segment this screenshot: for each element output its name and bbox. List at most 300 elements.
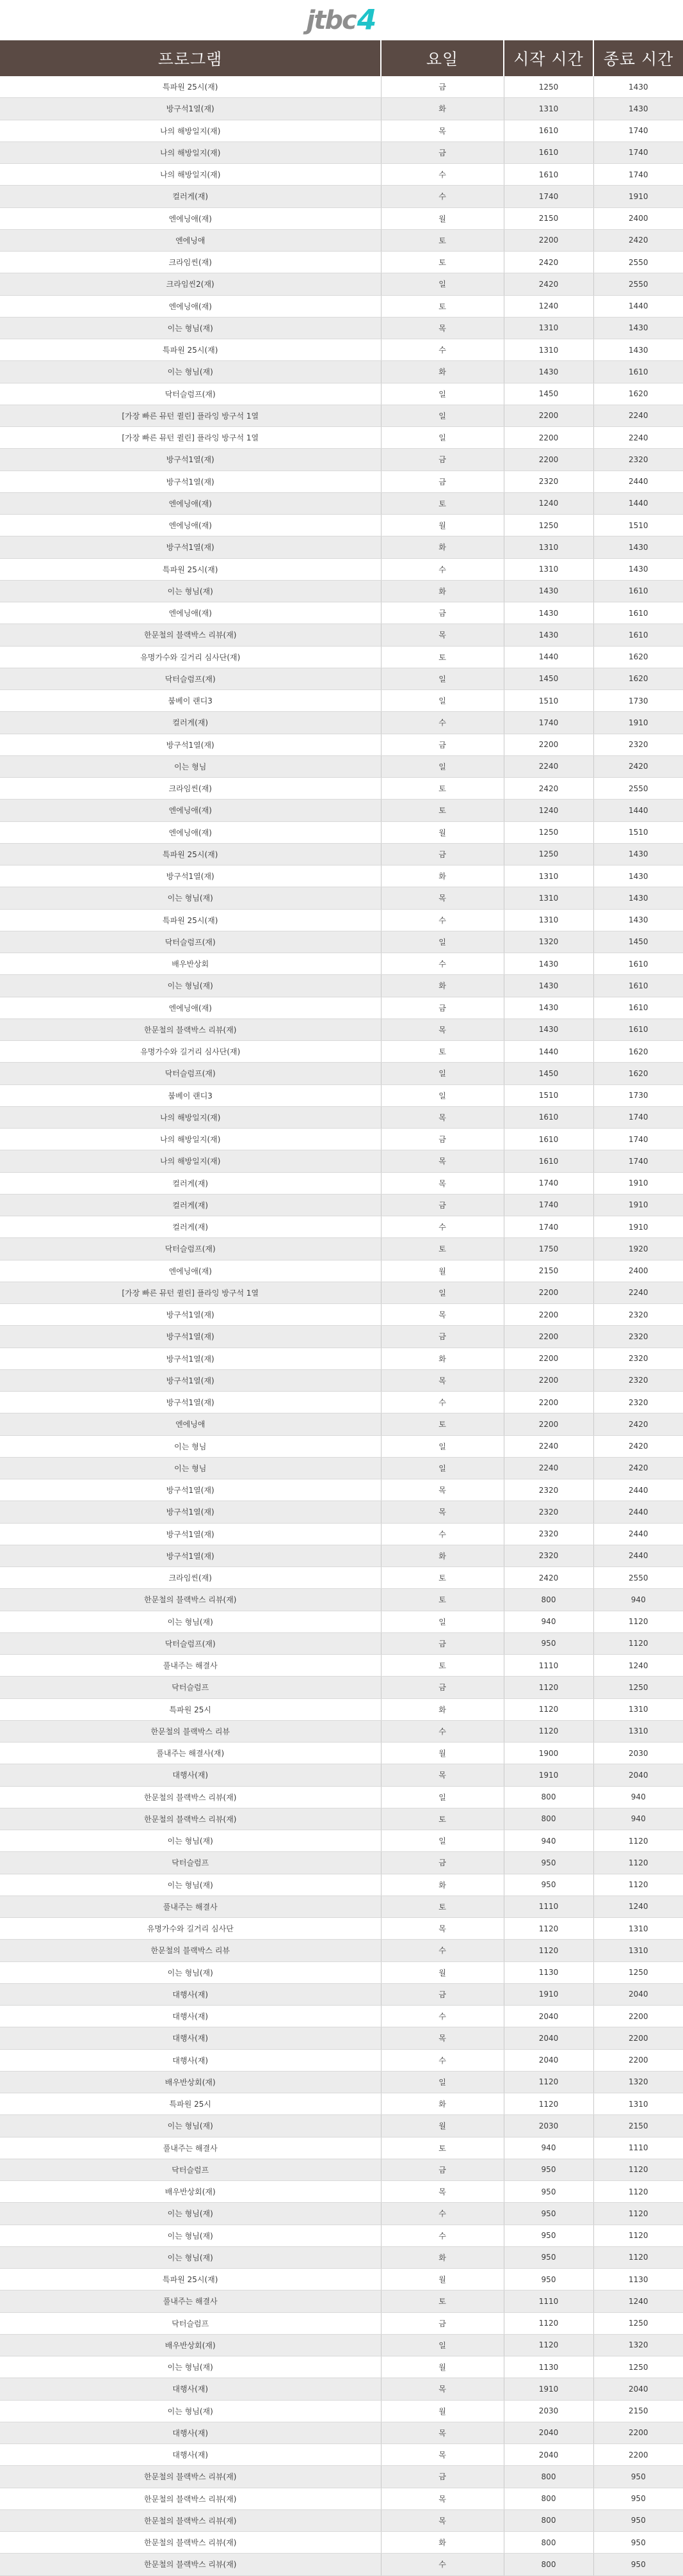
- table-row: [0, 1786, 683, 1808]
- day-cell: 수: [381, 339, 504, 361]
- table-row: [0, 1567, 683, 1589]
- end-time-cell: 2440: [593, 1523, 683, 1545]
- program-cell: 크라임씬(재): [0, 252, 381, 273]
- table-row: [0, 2378, 683, 2400]
- day-cell: 수: [381, 2225, 504, 2246]
- end-time-cell: 1740: [593, 141, 683, 163]
- table-row: [0, 1479, 683, 1501]
- start-time-cell: 1740: [504, 1216, 593, 1238]
- table-row: [0, 207, 683, 229]
- day-cell: 목: [381, 1150, 504, 1172]
- table-row: [0, 120, 683, 141]
- end-time-cell: 1430: [593, 339, 683, 361]
- start-time-cell: 1430: [504, 975, 593, 997]
- day-cell: 일: [381, 1830, 504, 1852]
- day-cell: 토: [381, 1808, 504, 1830]
- end-time-cell: 1130: [593, 2269, 683, 2290]
- end-time-cell: 1310: [593, 1918, 683, 1940]
- program-cell: 풀내주는 해결사: [0, 2137, 381, 2159]
- table-row: [0, 1129, 683, 1150]
- day-cell: 목: [381, 624, 504, 646]
- table-row: [0, 449, 683, 471]
- end-time-cell: 950: [593, 2509, 683, 2531]
- program-cell: 특파원 25시(재): [0, 558, 381, 580]
- start-time-cell: 1120: [504, 2071, 593, 2093]
- end-time-cell: 1740: [593, 120, 683, 141]
- table-row: [0, 229, 683, 251]
- start-time-cell: 1610: [504, 1150, 593, 1172]
- table-row: [0, 843, 683, 865]
- day-cell: 수: [381, 1523, 504, 1545]
- day-cell: 목: [381, 2488, 504, 2509]
- table-row: [0, 2225, 683, 2246]
- end-time-cell: 1120: [593, 2225, 683, 2246]
- end-time-cell: 2440: [593, 1501, 683, 1523]
- program-cell: 닥터슬럼프: [0, 2159, 381, 2180]
- end-time-cell: 2440: [593, 471, 683, 492]
- table-row: [0, 2006, 683, 2027]
- start-time-cell: 2040: [504, 2027, 593, 2049]
- program-cell: 이는 형님(재): [0, 580, 381, 602]
- program-cell: 풀내주는 해결사(재): [0, 1743, 381, 1764]
- program-cell: 한문철의 블랙박스 리뷰(재): [0, 1018, 381, 1040]
- start-time-cell: 2040: [504, 2006, 593, 2027]
- day-cell: 수: [381, 953, 504, 975]
- program-cell: 유명가수와 길거리 심사단(재): [0, 1041, 381, 1063]
- start-time-cell: 1610: [504, 1129, 593, 1150]
- table-row: [0, 471, 683, 492]
- table-row: [0, 953, 683, 975]
- program-cell: 이는 형님(재): [0, 887, 381, 909]
- program-cell: 엔에닝애(재): [0, 602, 381, 624]
- start-time-cell: 1450: [504, 668, 593, 689]
- table-row: [0, 1830, 683, 1852]
- program-cell: 닥터슬럼프(재): [0, 1063, 381, 1084]
- table-row: [0, 887, 683, 909]
- table-header-row: [0, 40, 683, 76]
- table-row: [0, 1501, 683, 1523]
- day-cell: 목: [381, 317, 504, 339]
- day-cell: 목: [381, 1764, 504, 1786]
- day-cell: 목: [381, 2181, 504, 2203]
- table-row: [0, 865, 683, 887]
- program-cell: 특파원 25시(재): [0, 843, 381, 865]
- program-cell: 이는 형님(재): [0, 2203, 381, 2225]
- start-time-cell: 940: [504, 1611, 593, 1632]
- table-row: [0, 383, 683, 405]
- program-cell: [가장 빠른 뮤턴 퀼린] 플라잉 방구석 1열: [0, 405, 381, 426]
- end-time-cell: 1910: [593, 1172, 683, 1194]
- table-row: [0, 2554, 683, 2575]
- program-cell: 엔에닝애(재): [0, 997, 381, 1018]
- program-cell: 나의 해방일지(재): [0, 1150, 381, 1172]
- day-cell: 토: [381, 1238, 504, 1260]
- day-cell: 일: [381, 1457, 504, 1479]
- day-cell: 토: [381, 2290, 504, 2312]
- start-time-cell: 2420: [504, 1567, 593, 1589]
- day-cell: 월: [381, 515, 504, 536]
- table-row: [0, 295, 683, 317]
- end-time-cell: 1310: [593, 1698, 683, 1720]
- day-cell: 일: [381, 1435, 504, 1457]
- start-time-cell: 1440: [504, 646, 593, 668]
- program-cell: 풀내주는 해결사: [0, 2290, 381, 2312]
- table-row: [0, 2400, 683, 2422]
- end-time-cell: 1430: [593, 98, 683, 120]
- start-time-cell: 1310: [504, 558, 593, 580]
- end-time-cell: 1740: [593, 1150, 683, 1172]
- start-time-cell: 1130: [504, 2356, 593, 2378]
- program-cell: 한문철의 블랙박스 리뷰(재): [0, 2509, 381, 2531]
- day-cell: 화: [381, 98, 504, 120]
- program-cell: 대행사(재): [0, 2378, 381, 2400]
- end-time-cell: 1430: [593, 909, 683, 931]
- program-cell: 한문철의 블랙박스 리뷰: [0, 1940, 381, 1961]
- start-time-cell: 1240: [504, 492, 593, 514]
- table-row: [0, 558, 683, 580]
- start-time-cell: 1310: [504, 339, 593, 361]
- day-cell: 금: [381, 1326, 504, 1348]
- table-row: [0, 1961, 683, 1983]
- table-row: [0, 1392, 683, 1413]
- start-time-cell: 2240: [504, 1435, 593, 1457]
- day-cell: 화: [381, 975, 504, 997]
- start-time-cell: 1250: [504, 515, 593, 536]
- start-time-cell: 1610: [504, 120, 593, 141]
- table-row: [0, 2093, 683, 2115]
- table-row: [0, 1698, 683, 1720]
- start-time-cell: 2030: [504, 2115, 593, 2137]
- table-row: [0, 273, 683, 295]
- day-cell: 토: [381, 800, 504, 821]
- program-cell: 엔에닝애: [0, 229, 381, 251]
- table-row: [0, 252, 683, 273]
- end-time-cell: 1250: [593, 2356, 683, 2378]
- start-time-cell: 1320: [504, 931, 593, 953]
- table-row: [0, 164, 683, 186]
- program-cell: 붐베이 랜디3: [0, 690, 381, 712]
- table-row: [0, 602, 683, 624]
- day-cell: 토: [381, 295, 504, 317]
- end-time-cell: 1510: [593, 515, 683, 536]
- end-time-cell: 1610: [593, 997, 683, 1018]
- program-cell: 방구석1열(재): [0, 1304, 381, 1326]
- start-time-cell: 800: [504, 2466, 593, 2488]
- start-time-cell: 950: [504, 2181, 593, 2203]
- program-cell: 나의 해방일지(재): [0, 120, 381, 141]
- end-time-cell: 2040: [593, 1983, 683, 2005]
- day-cell: 금: [381, 2312, 504, 2334]
- program-cell: 엔에닝애(재): [0, 821, 381, 843]
- day-cell: 금: [381, 2466, 504, 2488]
- day-cell: 토: [381, 1567, 504, 1589]
- program-cell: 특파원 25시(재): [0, 339, 381, 361]
- day-cell: 토: [381, 1413, 504, 1435]
- table-row: [0, 1194, 683, 1216]
- end-time-cell: 2240: [593, 405, 683, 426]
- day-cell: 수: [381, 909, 504, 931]
- start-time-cell: 1740: [504, 1172, 593, 1194]
- table-row: [0, 2049, 683, 2071]
- program-cell: 닥터슬럼프: [0, 1852, 381, 1874]
- end-time-cell: 1310: [593, 1940, 683, 1961]
- table-row: [0, 1852, 683, 1874]
- day-cell: 토: [381, 492, 504, 514]
- end-time-cell: 2420: [593, 229, 683, 251]
- start-time-cell: 940: [504, 1830, 593, 1852]
- schedule-table: [0, 40, 683, 2576]
- day-cell: 일: [381, 1611, 504, 1632]
- day-cell: 월: [381, 1961, 504, 1983]
- table-row: [0, 909, 683, 931]
- table-row: [0, 1435, 683, 1457]
- start-time-cell: 2200: [504, 1326, 593, 1348]
- program-cell: 이는 형님: [0, 1457, 381, 1479]
- start-time-cell: 1240: [504, 800, 593, 821]
- day-cell: 토: [381, 252, 504, 273]
- table-row: [0, 405, 683, 426]
- end-time-cell: 1440: [593, 295, 683, 317]
- start-time-cell: 950: [504, 1632, 593, 1654]
- start-time-cell: 1110: [504, 1655, 593, 1677]
- table-row: [0, 1457, 683, 1479]
- end-time-cell: 950: [593, 2554, 683, 2575]
- end-time-cell: 1740: [593, 164, 683, 186]
- program-cell: 풀내주는 해결사: [0, 1896, 381, 1917]
- end-time-cell: 1440: [593, 492, 683, 514]
- program-cell: 방구석1열(재): [0, 1545, 381, 1566]
- day-cell: 월: [381, 2115, 504, 2137]
- start-time-cell: 1910: [504, 1764, 593, 1786]
- start-time-cell: 1610: [504, 164, 593, 186]
- day-cell: 화: [381, 1348, 504, 1369]
- program-cell: 이는 형님(재): [0, 2246, 381, 2268]
- end-time-cell: 1310: [593, 2093, 683, 2115]
- table-row: [0, 1589, 683, 1611]
- day-cell: 수: [381, 1720, 504, 1742]
- program-cell: 방구석1열(재): [0, 1479, 381, 1501]
- end-time-cell: 1620: [593, 646, 683, 668]
- end-time-cell: 1430: [593, 536, 683, 558]
- end-time-cell: 1610: [593, 975, 683, 997]
- start-time-cell: 1120: [504, 2312, 593, 2334]
- day-cell: 금: [381, 602, 504, 624]
- program-cell: 엔에닝애(재): [0, 295, 381, 317]
- end-time-cell: 1240: [593, 1655, 683, 1677]
- column-header-program: 프로그램: [0, 40, 381, 76]
- table-row: [0, 141, 683, 163]
- day-cell: 목: [381, 2422, 504, 2443]
- end-time-cell: 1120: [593, 2203, 683, 2225]
- day-cell: 수: [381, 1392, 504, 1413]
- day-cell: 화: [381, 2093, 504, 2115]
- program-cell: 나의 해방일지(재): [0, 141, 381, 163]
- program-cell: 한문철의 블랙박스 리뷰(재): [0, 1808, 381, 1830]
- column-header-day: 요일: [381, 40, 504, 76]
- day-cell: 일: [381, 668, 504, 689]
- day-cell: 목: [381, 1501, 504, 1523]
- start-time-cell: 1430: [504, 997, 593, 1018]
- day-cell: 수: [381, 2006, 504, 2027]
- day-cell: 목: [381, 2027, 504, 2049]
- day-cell: 월: [381, 2356, 504, 2378]
- end-time-cell: 2550: [593, 273, 683, 295]
- table-row: [0, 1326, 683, 1348]
- program-cell: 방구석1열(재): [0, 1348, 381, 1369]
- start-time-cell: 1110: [504, 1896, 593, 1917]
- table-row: [0, 1611, 683, 1632]
- program-cell: 한문철의 블랙박스 리뷰(재): [0, 2532, 381, 2554]
- table-row: [0, 1260, 683, 1282]
- table-row: [0, 1918, 683, 1940]
- day-cell: 금: [381, 1129, 504, 1150]
- start-time-cell: 1430: [504, 1018, 593, 1040]
- table-row: [0, 1172, 683, 1194]
- program-cell: 방구석1열(재): [0, 536, 381, 558]
- program-cell: 엔에닝애(재): [0, 1260, 381, 1282]
- end-time-cell: 2400: [593, 1260, 683, 1282]
- day-cell: 일: [381, 2334, 504, 2356]
- end-time-cell: 2320: [593, 734, 683, 755]
- program-cell: 크라임씬(재): [0, 1567, 381, 1589]
- start-time-cell: 950: [504, 1874, 593, 1896]
- end-time-cell: 1450: [593, 931, 683, 953]
- program-cell: [가장 빠른 뮤턴 퀼린] 플라잉 방구석 1열: [0, 1282, 381, 1303]
- day-cell: 일: [381, 931, 504, 953]
- start-time-cell: 1240: [504, 295, 593, 317]
- start-time-cell: 1120: [504, 2093, 593, 2115]
- program-cell: 방구석1열(재): [0, 1501, 381, 1523]
- start-time-cell: 1510: [504, 1084, 593, 1106]
- program-cell: 컬러게(재): [0, 712, 381, 734]
- start-time-cell: 1740: [504, 712, 593, 734]
- table-row: [0, 2290, 683, 2312]
- end-time-cell: 1430: [593, 887, 683, 909]
- column-header-start-time: 시작 시간: [504, 40, 593, 76]
- table-row: [0, 1238, 683, 1260]
- end-time-cell: 1620: [593, 383, 683, 405]
- start-time-cell: 1900: [504, 1743, 593, 1764]
- day-cell: 월: [381, 207, 504, 229]
- day-cell: 목: [381, 1018, 504, 1040]
- table-row: [0, 2488, 683, 2509]
- end-time-cell: 1910: [593, 186, 683, 207]
- day-cell: 수: [381, 2554, 504, 2575]
- end-time-cell: 1510: [593, 821, 683, 843]
- start-time-cell: 1740: [504, 1194, 593, 1216]
- end-time-cell: 2320: [593, 1348, 683, 1369]
- start-time-cell: 2320: [504, 1501, 593, 1523]
- program-cell: 대행사(재): [0, 2049, 381, 2071]
- end-time-cell: 1440: [593, 800, 683, 821]
- end-time-cell: 1430: [593, 865, 683, 887]
- table-row: [0, 339, 683, 361]
- day-cell: 수: [381, 712, 504, 734]
- table-row: [0, 2532, 683, 2554]
- table-row: [0, 1413, 683, 1435]
- day-cell: 화: [381, 536, 504, 558]
- day-cell: 일: [381, 690, 504, 712]
- start-time-cell: 2040: [504, 2422, 593, 2443]
- start-time-cell: 1430: [504, 361, 593, 383]
- day-cell: 토: [381, 1589, 504, 1611]
- end-time-cell: 2440: [593, 1545, 683, 1566]
- program-cell: 특파원 25시(재): [0, 2269, 381, 2290]
- end-time-cell: 1320: [593, 2334, 683, 2356]
- start-time-cell: 2200: [504, 734, 593, 755]
- logo-wordmark: jtbc: [306, 5, 356, 35]
- start-time-cell: 1440: [504, 1041, 593, 1063]
- day-cell: 토: [381, 229, 504, 251]
- program-cell: 엔에닝애(재): [0, 207, 381, 229]
- end-time-cell: 1910: [593, 1216, 683, 1238]
- program-cell: 한문철의 블랙박스 리뷰(재): [0, 2488, 381, 2509]
- day-cell: 목: [381, 120, 504, 141]
- end-time-cell: 2550: [593, 1567, 683, 1589]
- day-cell: 일: [381, 1063, 504, 1084]
- end-time-cell: 1730: [593, 1084, 683, 1106]
- table-row: [0, 427, 683, 449]
- program-cell: 이는 형님(재): [0, 2115, 381, 2137]
- end-time-cell: 2320: [593, 1304, 683, 1326]
- table-row: [0, 2466, 683, 2488]
- start-time-cell: 940: [504, 2137, 593, 2159]
- end-time-cell: 2200: [593, 2422, 683, 2443]
- start-time-cell: 1910: [504, 1983, 593, 2005]
- table-row: [0, 2071, 683, 2093]
- day-cell: 일: [381, 2071, 504, 2093]
- day-cell: 목: [381, 1172, 504, 1194]
- start-time-cell: 2240: [504, 755, 593, 777]
- day-cell: 토: [381, 2137, 504, 2159]
- end-time-cell: 2040: [593, 1764, 683, 1786]
- day-cell: 금: [381, 1983, 504, 2005]
- day-cell: 화: [381, 580, 504, 602]
- table-row: [0, 2203, 683, 2225]
- table-row: [0, 624, 683, 646]
- program-cell: 붐베이 랜디3: [0, 1084, 381, 1106]
- end-time-cell: 1920: [593, 1238, 683, 1260]
- end-time-cell: 1120: [593, 1852, 683, 1874]
- program-cell: 이는 형님: [0, 755, 381, 777]
- start-time-cell: 1250: [504, 76, 593, 98]
- end-time-cell: 940: [593, 1589, 683, 1611]
- table-row: [0, 755, 683, 777]
- day-cell: 금: [381, 2159, 504, 2180]
- table-row: [0, 1150, 683, 1172]
- program-cell: 이는 형님(재): [0, 975, 381, 997]
- end-time-cell: 940: [593, 1786, 683, 1808]
- program-cell: 대행사(재): [0, 1764, 381, 1786]
- table-row: [0, 1084, 683, 1106]
- start-time-cell: 800: [504, 2554, 593, 2575]
- table-row: [0, 1764, 683, 1786]
- program-cell: [가장 빠른 뮤턴 퀼린] 플라잉 방구석 1열: [0, 427, 381, 449]
- day-cell: 목: [381, 2378, 504, 2400]
- start-time-cell: 2320: [504, 1545, 593, 1566]
- program-cell: 배우반상회: [0, 953, 381, 975]
- day-cell: 수: [381, 1216, 504, 1238]
- day-cell: 토: [381, 778, 504, 800]
- program-cell: 대행사(재): [0, 2027, 381, 2049]
- start-time-cell: 2200: [504, 229, 593, 251]
- end-time-cell: 2200: [593, 2444, 683, 2466]
- table-row: [0, 580, 683, 602]
- day-cell: 금: [381, 76, 504, 98]
- end-time-cell: 2320: [593, 449, 683, 471]
- day-cell: 월: [381, 1743, 504, 1764]
- program-cell: 이는 형님(재): [0, 1874, 381, 1896]
